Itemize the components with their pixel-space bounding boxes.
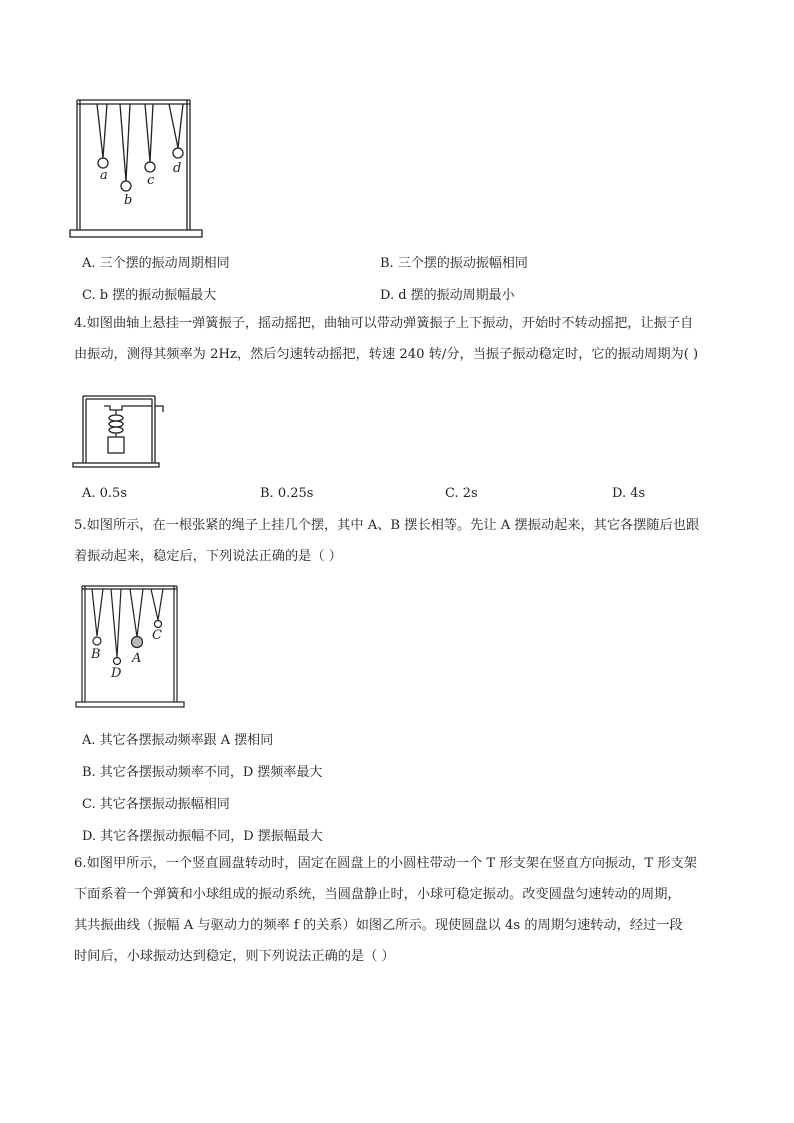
- q5-label-b: B: [91, 647, 101, 662]
- q5-option-d: D. 其它各摆振动振幅不同，D 摆振幅最大: [82, 829, 323, 844]
- q5-label-a: A: [132, 651, 142, 666]
- q3-option-a: A. 三个摆的振动周期相同: [82, 256, 230, 271]
- q4-option-d: D. 4s: [612, 486, 646, 501]
- q3-label-d: d: [173, 161, 182, 176]
- q5-label-d: D: [111, 666, 122, 681]
- q3-option-c: C. b 摆的振动振幅最大: [82, 288, 217, 303]
- q3-option-d: D. d 摆的振动周期最小: [380, 288, 515, 303]
- q6-stem-line-3: 其共振曲线（振幅 A 与驱动力的频率 f 的关系）如图乙所示。现使圆盘以 4s 的周期匀速转动，经过一段: [74, 918, 683, 933]
- q5-stem-line-2: 着振动起来，稳定后，下列说法正确的是（ ）: [74, 549, 342, 564]
- q3-pendulum-figure: [66, 92, 216, 244]
- q4-option-a: A. 0.5s: [82, 486, 127, 501]
- q4-stem-line-2: 由振动，测得其频率为 2Hz，然后匀速转动摇把，转速 240 转/分，当振子振动稳定时，它的振动周期为( ): [74, 347, 699, 362]
- q5-option-a: A. 其它各摆振动频率跟 A 摆相同: [82, 733, 274, 748]
- q6-stem-line-4: 时间后，小球振动达到稳定，则下列说法正确的是（ ）: [74, 949, 395, 964]
- q5-option-b: B. 其它各摆振动频率不同，D 摆频率最大: [82, 765, 323, 780]
- q4-option-c: C. 2s: [445, 486, 478, 501]
- q5-pendulum-figure: [70, 580, 190, 714]
- q3-label-a: a: [100, 168, 108, 183]
- q4-stem-line-1: 4.如图曲轴上悬挂一弹簧振子，摇动摇把，曲轴可以带动弹簧振子上下振动，开始时不转动摇把，让振子自: [74, 316, 694, 331]
- q6-stem-line-1: 6.如图甲所示，一个竖直圆盘转动时，固定在圆盘上的小圆柱带动一个 T 形支架在竖直方向振动，T 形支架: [74, 856, 697, 871]
- q3-label-c: c: [147, 173, 155, 188]
- q5-label-c: C: [152, 628, 162, 643]
- q3-label-b: b: [124, 193, 133, 208]
- q5-option-c: C. 其它各摆振动振幅相同: [82, 797, 230, 812]
- q3-option-b: B. 三个摆的振动振幅相同: [380, 256, 528, 271]
- q4-crank-spring-figure: [70, 384, 180, 472]
- q4-option-b: B. 0.25s: [260, 486, 314, 501]
- q5-stem-line-1: 5.如图所示，在一根张紧的绳子上挂几个摆，其中 A、B 摆长相等。先让 A 摆振动起来，其它各摆随后也跟: [74, 518, 700, 533]
- q6-stem-line-2: 下面系着一个弹簧和小球组成的振动系统，当圆盘静止时，小球可稳定振动。改变圆盘匀速转动的周期，: [74, 887, 681, 902]
